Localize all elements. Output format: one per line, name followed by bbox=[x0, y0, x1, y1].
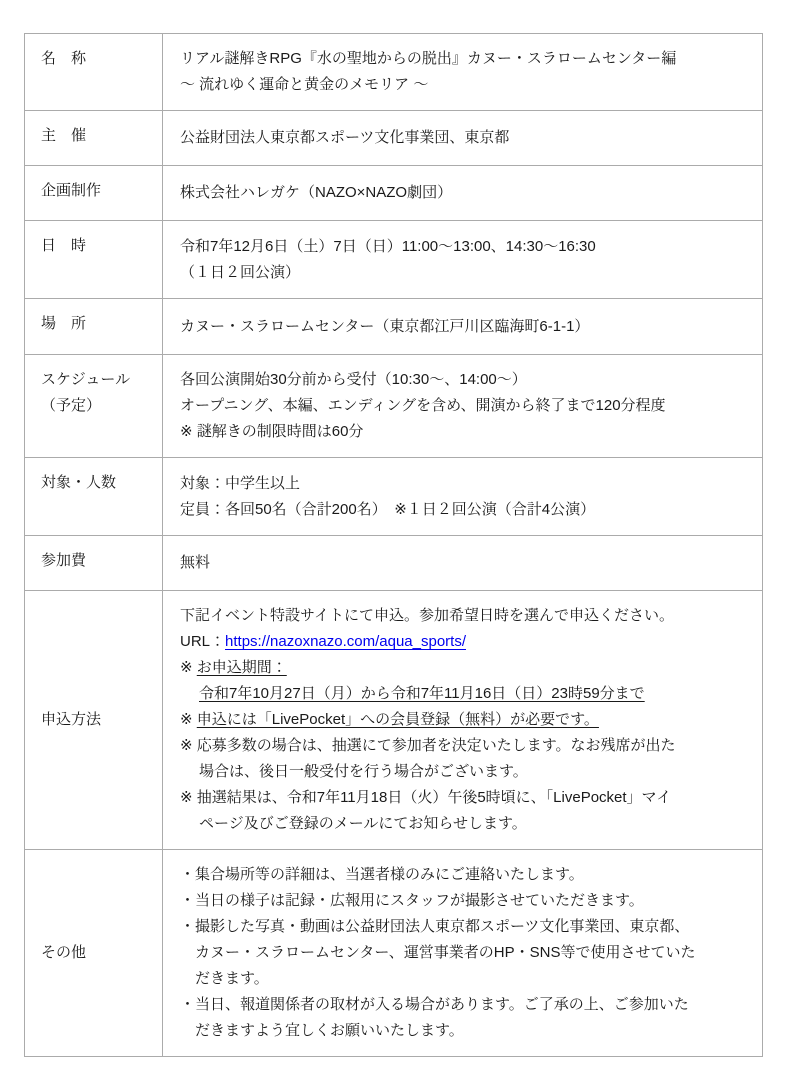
row-label-line: 企画制作 bbox=[41, 182, 102, 199]
event-info-table bbox=[24, 33, 763, 1057]
text-segment: ～ 流れゆく運命と黄金のメモリア ～ bbox=[180, 76, 429, 93]
row-label-other bbox=[25, 850, 163, 1057]
row-label-line: 主 催 bbox=[41, 127, 87, 144]
row-label-audience bbox=[25, 458, 163, 536]
row-label-fee bbox=[25, 536, 163, 591]
text-segment: 無料 bbox=[180, 554, 211, 571]
text-segment: リアル謎解きRPG『水の聖地からの脱出』カヌー・スラロームセンター編 bbox=[180, 50, 677, 67]
underlined-text-segment: 申込には「LivePocket」への会員登録（無料）が必要です。 bbox=[196, 711, 599, 728]
content-line bbox=[180, 655, 748, 681]
text-segment: URL： bbox=[180, 633, 226, 650]
text-segment: だきますよう宜しくお願いいたします。 bbox=[195, 1022, 464, 1039]
row-content-schedule bbox=[163, 355, 763, 458]
content-line bbox=[180, 367, 748, 393]
row-content-application bbox=[163, 591, 763, 850]
content-line bbox=[180, 72, 748, 98]
content-line bbox=[180, 393, 748, 419]
text-segment: ※ 抽選結果は、令和7年11月18日（火）午後5時頃に、「LivePocket」マイ bbox=[180, 789, 672, 806]
text-segment: ※ 謎解きの制限時間は60分 bbox=[180, 423, 364, 440]
row-label-application bbox=[25, 591, 163, 850]
content-line bbox=[180, 914, 748, 940]
row-content-fee bbox=[163, 536, 763, 591]
content-line bbox=[180, 419, 748, 445]
row-label-line: スケジュール bbox=[41, 371, 131, 388]
table-row-production bbox=[25, 166, 763, 221]
content-line bbox=[180, 260, 748, 286]
content-line bbox=[180, 992, 748, 1018]
text-segment: カヌー・スラロームセンター（東京都江戸川区臨海町6-1-1） bbox=[180, 317, 590, 335]
content-line bbox=[180, 234, 748, 260]
row-label-schedule bbox=[25, 355, 163, 458]
text-segment: （１日２回公演） bbox=[180, 263, 301, 281]
row-label-line: 日 時 bbox=[41, 237, 87, 254]
text-segment: 場合は、後日一般受付を行う場合がございます。 bbox=[199, 763, 528, 780]
text-segment: ※ bbox=[180, 711, 197, 728]
row-label-place bbox=[25, 299, 163, 355]
content-line bbox=[180, 125, 748, 151]
row-label-line: （予定） bbox=[41, 397, 102, 414]
text-segment: ※ 応募多数の場合は、抽選にて参加者を決定いたします。なお残席が出た bbox=[180, 737, 676, 754]
text-segment: オープニング、本編、エンディングを含め、開演から終了まで120分程度 bbox=[180, 397, 666, 414]
row-content-name bbox=[163, 34, 763, 111]
content-line bbox=[180, 681, 748, 707]
row-content-production bbox=[163, 166, 763, 221]
row-label-organizer bbox=[25, 111, 163, 166]
table-row-schedule bbox=[25, 355, 763, 458]
table-row-other bbox=[25, 850, 763, 1057]
text-segment: ※ bbox=[180, 659, 197, 676]
table-row-place bbox=[25, 299, 763, 355]
text-segment: 下記イベント特設サイトにて申込。参加希望日時を選んで申込ください。 bbox=[180, 607, 674, 624]
content-line bbox=[180, 314, 748, 340]
table-row-name bbox=[25, 34, 763, 111]
content-line bbox=[180, 629, 748, 655]
text-segment: ・集合場所等の詳細は、当選者様のみにご連絡いたします。 bbox=[180, 866, 584, 883]
content-line bbox=[180, 785, 748, 811]
row-label-name bbox=[25, 34, 163, 111]
text-segment: 各回公演開始30分前から受付（10:30～、14:00～） bbox=[180, 371, 527, 388]
underlined-text-segment: お申込期間： bbox=[196, 659, 287, 676]
content-line bbox=[180, 966, 748, 992]
content-line bbox=[180, 862, 748, 888]
table-row-audience bbox=[25, 458, 763, 536]
text-segment: カヌー・スラロームセンター、運営事業者のHP・SNS等で使用させていた bbox=[195, 944, 696, 961]
row-label-line: 名 称 bbox=[41, 50, 87, 67]
content-line bbox=[180, 550, 748, 576]
content-line bbox=[180, 603, 748, 629]
row-label-production bbox=[25, 166, 163, 221]
text-segment: だきます。 bbox=[195, 970, 269, 987]
application-url-link[interactable]: https://nazoxnazo.com/aqua_sports/ bbox=[225, 633, 466, 650]
row-content-organizer bbox=[163, 111, 763, 166]
row-label-line: その他 bbox=[41, 944, 87, 961]
row-content-place bbox=[163, 299, 763, 355]
underlined-text-segment: 令和7年10月27日（月）から令和7年11月16日（日）23時59分まで bbox=[199, 685, 645, 702]
content-line bbox=[180, 46, 748, 72]
text-segment: 対象：中学生以上 bbox=[180, 474, 301, 492]
row-content-other bbox=[163, 850, 763, 1057]
row-content-audience bbox=[163, 458, 763, 536]
text-segment: ・撮影した写真・動画は公益財団法人東京都スポーツ文化事業団、東京都、 bbox=[180, 918, 690, 935]
content-line bbox=[180, 471, 748, 497]
content-line bbox=[180, 940, 748, 966]
text-segment: 株式会社ハレガケ（NAZO×NAZO劇団） bbox=[180, 184, 453, 201]
content-line bbox=[180, 888, 748, 914]
content-line bbox=[180, 1018, 748, 1044]
text-segment: 公益財団法人東京都スポーツ文化事業団、東京都 bbox=[180, 129, 510, 146]
text-segment: ・当日、報道関係者の取材が入る場合があります。ご了承の上、ご参加いた bbox=[180, 996, 689, 1013]
row-label-line: 参加費 bbox=[41, 552, 87, 569]
row-label-datetime bbox=[25, 221, 163, 299]
content-line bbox=[180, 497, 748, 523]
table-body bbox=[25, 34, 763, 1057]
text-segment: ・当日の様子は記録・広報用にスタッフが撮影させていただきます。 bbox=[180, 892, 644, 909]
row-label-line: 対象・人数 bbox=[41, 474, 117, 491]
row-content-datetime bbox=[163, 221, 763, 299]
content-line bbox=[180, 707, 748, 733]
content-line bbox=[180, 759, 748, 785]
row-label-line: 場 所 bbox=[41, 315, 87, 332]
text-segment: 定員：各回50名（合計200名） ※１日２回公演（合計4公演） bbox=[180, 500, 596, 518]
content-line bbox=[180, 733, 748, 759]
table-row-application bbox=[25, 591, 763, 850]
table-row-organizer bbox=[25, 111, 763, 166]
content-line bbox=[180, 180, 748, 206]
table-row-fee bbox=[25, 536, 763, 591]
row-label-line: 申込方法 bbox=[41, 711, 102, 728]
text-segment: 令和7年12月6日（土）7日（日）11:00～13:00、14:30～16:30 bbox=[180, 237, 596, 255]
text-segment: ページ及びご登録のメールにてお知らせします。 bbox=[199, 815, 527, 832]
table-row-datetime bbox=[25, 221, 763, 299]
content-line bbox=[180, 811, 748, 837]
